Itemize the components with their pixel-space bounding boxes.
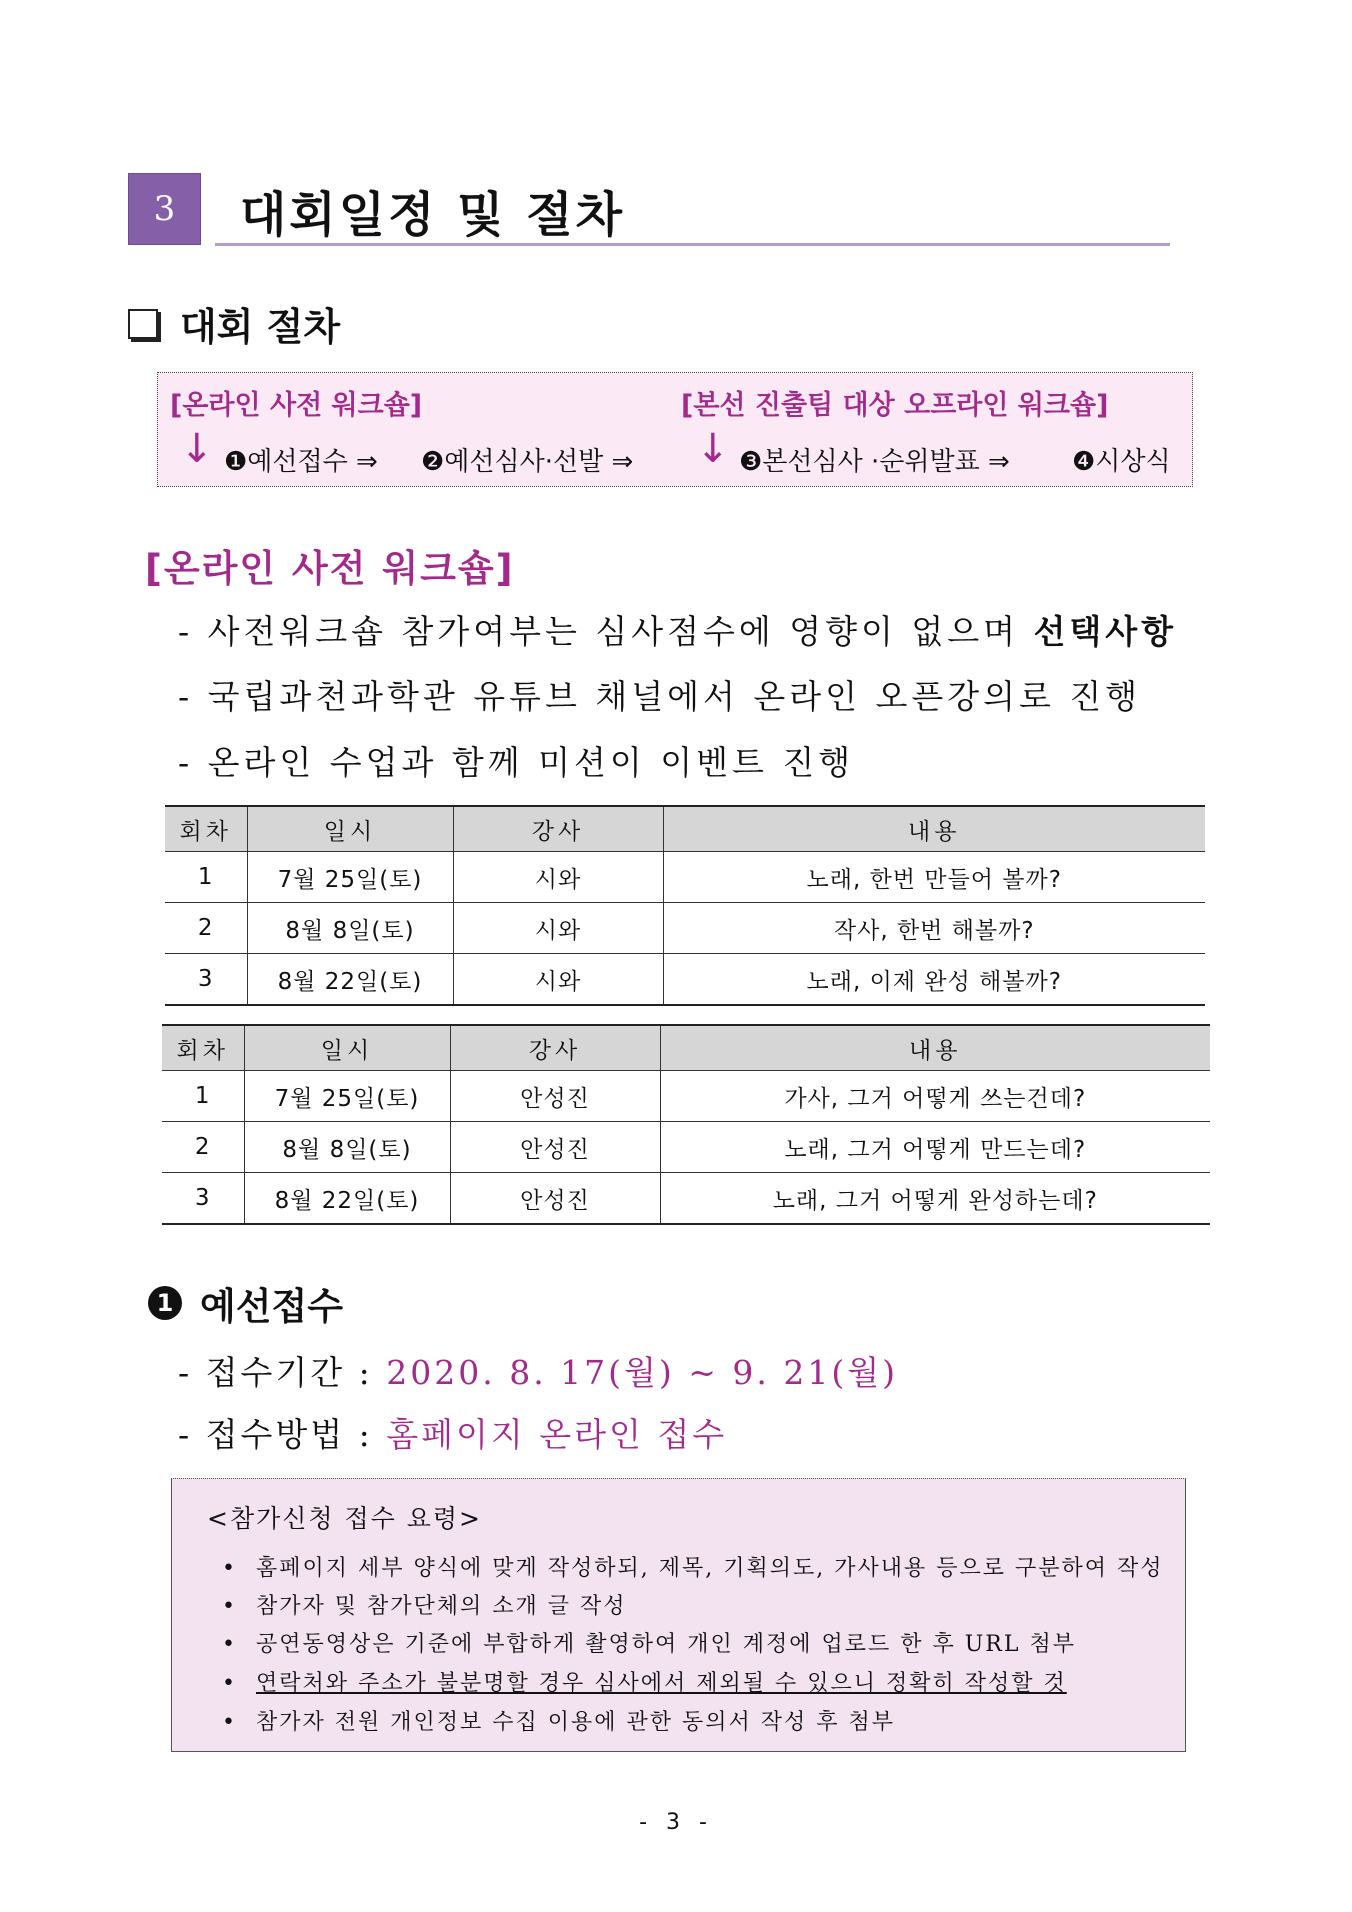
cell-round: 2 xyxy=(165,903,247,954)
section-number-box xyxy=(128,173,201,245)
cell-content: 노래, 이제 완성 해볼까? xyxy=(663,954,1205,1006)
flow-step-3: ❸본선심사 ·순위발표 ⇒ xyxy=(739,447,1010,477)
number-circle-icon: 1 xyxy=(148,1286,182,1320)
table-row xyxy=(162,1071,1210,1122)
cell-round: 1 xyxy=(162,1071,244,1122)
bullet-icon: • xyxy=(222,1671,237,1696)
cell-instructor: 안성진 xyxy=(450,1173,660,1225)
procedure-flow-box xyxy=(157,372,1193,487)
header-date: 일시 xyxy=(244,1025,450,1071)
cell-content: 노래, 그거 어떻게 완성하는데? xyxy=(660,1173,1210,1225)
cell-content: 가사, 그거 어떻게 쓰는건데? xyxy=(660,1071,1210,1122)
cell-content: 노래, 그거 어떻게 만드는데? xyxy=(660,1122,1210,1173)
workshop-bullet-1: - 사전워크숍 참가여부는 심사점수에 영향이 없으며 선택사항 xyxy=(178,612,1178,651)
preliminary-heading xyxy=(148,1276,343,1330)
preliminary-heading-text: 예선접수 xyxy=(200,1285,343,1328)
online-workshop-heading: [온라인 사전 워크숍] xyxy=(145,547,515,590)
cell-date: 8월 22일(토) xyxy=(244,1173,450,1225)
cell-content: 작사, 한번 해볼까? xyxy=(663,903,1205,954)
cell-date: 7월 25일(토) xyxy=(247,852,453,903)
guide-item-underlined: • 연락처와 주소가 불분명할 경우 심사에서 제외될 수 있으니 정확히 작성할 것 xyxy=(222,1671,1067,1696)
page-number: - 3 - xyxy=(639,1810,713,1835)
flow-label-offline: [본선 진출팀 대상 오프라인 워크숍] xyxy=(681,390,1109,421)
cell-date: 8월 8일(토) xyxy=(247,903,453,954)
header-instructor: 강사 xyxy=(453,806,663,852)
cell-instructor: 안성진 xyxy=(450,1071,660,1122)
workshop-bullet-2: - 국립과천과학관 유튜브 채널에서 온라인 오픈강의로 진행 xyxy=(178,677,1142,716)
registration-period: - 접수기간 : 2020. 8. 17(월) ~ 9. 21(월) xyxy=(178,1353,899,1392)
emphasis-text: 선택사항 xyxy=(1033,612,1178,651)
bullet-icon: • xyxy=(222,1594,237,1619)
down-arrow-icon: ↓ xyxy=(180,426,214,472)
cell-instructor: 시와 xyxy=(453,852,663,903)
table-row xyxy=(162,1122,1210,1173)
bullet-icon: • xyxy=(222,1710,237,1735)
cell-date: 8월 22일(토) xyxy=(247,954,453,1006)
cell-instructor: 시와 xyxy=(453,903,663,954)
bullet-icon: • xyxy=(222,1556,237,1581)
guide-item: • 참가자 전원 개인정보 수집 이용에 관한 동의서 작성 후 첨부 xyxy=(222,1710,895,1735)
registration-period-value: 2020. 8. 17(월) ~ 9. 21(월) xyxy=(386,1353,899,1392)
cell-round: 1 xyxy=(165,852,247,903)
flow-step-4: ❹시상식 xyxy=(1072,447,1171,477)
cell-round: 3 xyxy=(162,1173,244,1225)
registration-method: - 접수방법 : 홈페이지 온라인 접수 xyxy=(178,1415,728,1454)
flow-step-1: ❶예선접수 ⇒ xyxy=(224,447,378,477)
guide-item: • 홈페이지 세부 양식에 맞게 작성하되, 제목, 기획의도, 가사내용 등으로 구분하여 작성 xyxy=(222,1556,1164,1581)
table-row xyxy=(162,1173,1210,1225)
cell-date: 8월 8일(토) xyxy=(244,1122,450,1173)
header-round: 회차 xyxy=(165,806,247,852)
workshop-schedule-table-2 xyxy=(162,1024,1210,1225)
section-number: 3 xyxy=(153,189,176,229)
checkbox-square-icon xyxy=(128,309,158,339)
table-row xyxy=(165,954,1205,1006)
cell-round: 3 xyxy=(165,954,247,1006)
header-date: 일시 xyxy=(247,806,453,852)
guide-title: <참가신청 접수 요령> xyxy=(207,1504,482,1533)
application-guide-box xyxy=(171,1478,1186,1752)
bullet-icon: • xyxy=(222,1632,237,1657)
section-underline xyxy=(215,243,1170,246)
guide-item: • 참가자 및 참가단체의 소개 글 작성 xyxy=(222,1594,627,1619)
flow-step-2: ❷예선심사·선발 ⇒ xyxy=(421,447,634,477)
table-row xyxy=(165,903,1205,954)
guide-item: • 공연동영상은 기준에 부합하게 촬영하여 개인 계정에 업로드 한 후 URL 첨부 xyxy=(222,1632,1076,1657)
cell-date: 7월 25일(토) xyxy=(244,1071,450,1122)
cell-content: 노래, 한번 만들어 볼까? xyxy=(663,852,1205,903)
registration-method-value: 홈페이지 온라인 접수 xyxy=(386,1415,728,1454)
cell-instructor: 안성진 xyxy=(450,1122,660,1173)
workshop-schedule-table-1 xyxy=(165,805,1205,1006)
table-header-row xyxy=(165,806,1205,852)
down-arrow-icon: ↓ xyxy=(696,426,730,472)
table-header-row xyxy=(162,1025,1210,1071)
header-content: 내용 xyxy=(660,1025,1210,1071)
section-title: 대회일정 및 절차 xyxy=(240,187,625,243)
sub-heading-text: 대회 절차 xyxy=(180,305,341,349)
header-content: 내용 xyxy=(663,806,1205,852)
table-row xyxy=(165,852,1205,903)
flow-label-online: [온라인 사전 워크숍] xyxy=(170,390,423,421)
workshop-bullet-3: - 온라인 수업과 함께 미션이 이벤트 진행 xyxy=(178,743,855,782)
cell-instructor: 시와 xyxy=(453,954,663,1006)
sub-heading xyxy=(128,296,340,351)
cell-round: 2 xyxy=(162,1122,244,1173)
header-round: 회차 xyxy=(162,1025,244,1071)
header-instructor: 강사 xyxy=(450,1025,660,1071)
